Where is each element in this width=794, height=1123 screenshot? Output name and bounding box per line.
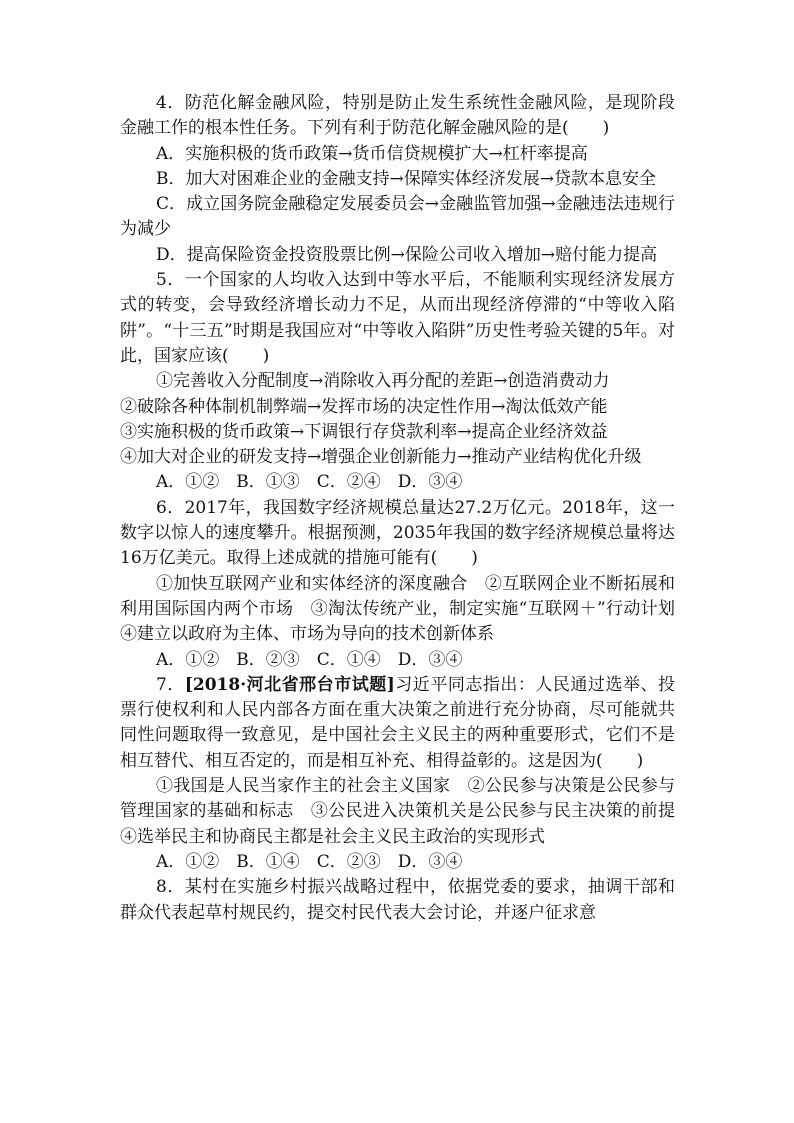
question-8 (120, 875, 675, 926)
question-7-items: ①我国是人民当家作主的社会主义国家 ②公民参与决策是公民参与管理国家的基础和标志 ③公民进入决策机关是公民参与民主决策的前提 ④选举民主和协商民主都是社会主义民主政治的实现形式 (120, 776, 692, 847)
question-4 (120, 91, 675, 268)
question-6 (120, 496, 692, 673)
question-5-item-4: ④加大对企业的研发支持→增强企业创新能力→推动产业结构优化升级 (120, 447, 642, 468)
question-4-option-d: D．提高保险资金投资股票比例→保险公司收入增加→赔付能力提高 (156, 244, 658, 265)
question-8-stem: 8．某村在实施乡村振兴战略过程中，依据党委的要求，抽调干部和群众代表起草村规民约，提交村民代表大会讨论，并逐户征求意 (120, 877, 675, 923)
exam-page (120, 91, 692, 926)
question-4-option-b: B．加大对困难企业的金融支持→保障实体经济发展→贷款本息安全 (156, 168, 656, 189)
question-6-items: ①加快互联网产业和实体经济的深度融合 ②互联网企业不断拓展和利用国际国内两个市场 ③淘汰传统产业，制定实施“互联网＋”行动计划 ④建立以政府为主体、市场为导向的技术创新体系 (120, 573, 692, 645)
question-5-stem: 5．一个国家的人均收入达到中等水平后，不能顺利实现经济发展方式的转变，会导致经济增长动力不足，从而出现经济停滞的“中等收入陷阱”。“十三五”时期是我国应对“中等收入陷阱”历史性考验关键的5年。对此，国家应该( ) (120, 270, 675, 366)
question-7-stem (120, 673, 675, 774)
question-5-item-2: ②破除各种体制机制弊端→发挥市场的决定性作用→淘汰低效产能 (120, 396, 608, 417)
question-7-number: 7． (156, 674, 185, 695)
question-4-option-c: C．成立国务院金融稳定发展委员会→金融监管加强→金融违法违规行为减少 (120, 194, 675, 240)
question-7 (120, 673, 692, 875)
question-7-source: [2018·河北省邢台市试题] (184, 674, 395, 695)
question-5-item-3: ③实施积极的货币政策→下调银行存贷款利率→提高企业经济效益 (120, 421, 608, 442)
question-4-stem: 4．防范化解金融风险，特别是防止发生系统性金融风险，是现阶段金融工作的根本性任务。下列有利于防范化解金融风险的是( ) (120, 93, 675, 139)
question-7-stem-text: 习近平同志指出：人民通过选举、投票行使权利和人民内部各方面在重大决策之前进行充分协商，尽可能就共同性问题取得一致意见，是中国社会主义民主的两种重要形式，它们不是相互替代、相互否定的，而是相互补充、相得益彰的。这是因为( ) (120, 674, 675, 771)
question-7-choices: A．①② B．①④ C．②③ D．③④ (156, 851, 463, 872)
question-5 (120, 268, 675, 496)
question-6-choices: A．①② B．②③ C．①④ D．③④ (156, 649, 463, 670)
question-6-stem: 6．2017年，我国数字经济规模总量达27.2万亿元。2018年，这一数字以惊人的速度攀升。根据预测，2035年我国的数字经济规模总量将达16万亿美元。取得上述成就的措施可能有( ) (120, 497, 675, 569)
question-5-choices: A．①② B．①③ C．②④ D．③④ (156, 472, 463, 493)
question-5-item-1: ①完善收入分配制度→消除收入再分配的差距→创造消费动力 (156, 371, 610, 392)
question-4-option-a: A．实施积极的货币政策→货币信贷规模扩大→杠杆率提高 (156, 143, 588, 164)
